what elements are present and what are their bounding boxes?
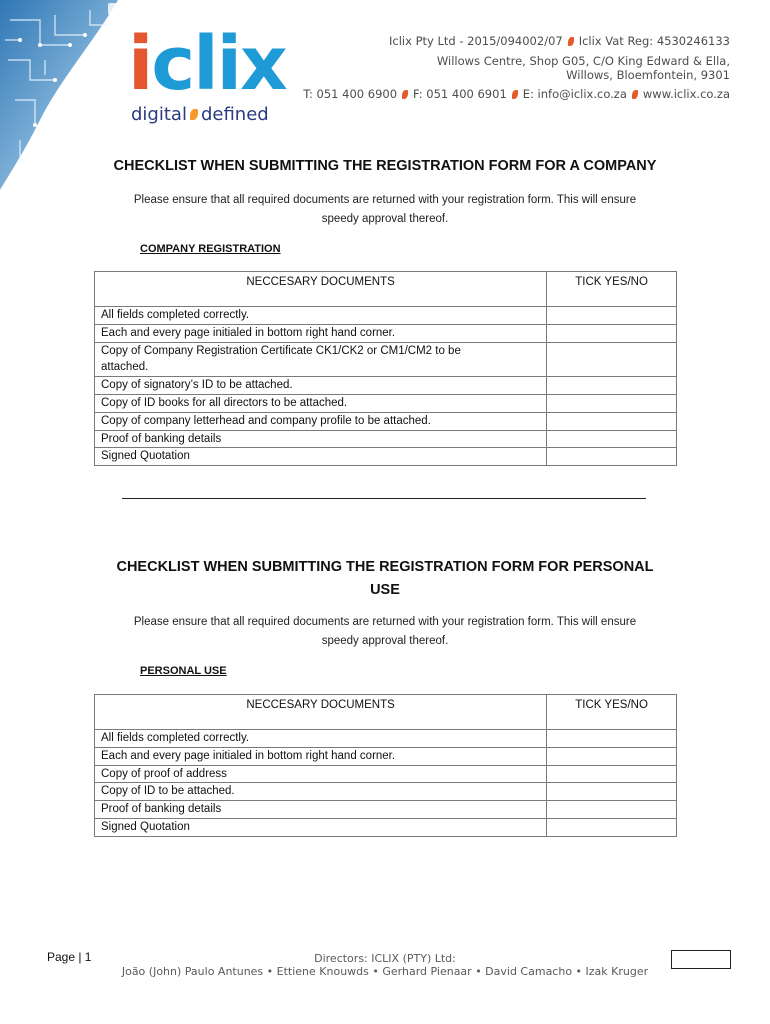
table-row: Proof of banking details [95,430,547,448]
flame-icon [632,90,638,99]
flame-icon [512,90,518,99]
logo-tagline: digital defined [131,104,269,125]
directors-title: Directors: ICLIX (PTY) Ltd: [314,952,456,965]
col-tick-header: TICK YES/NO [547,695,677,730]
table-row: Proof of banking details [95,801,547,819]
tick-cell[interactable] [547,730,677,748]
tick-cell[interactable] [547,818,677,836]
table-row: Copy of company letterhead and company profile to be attached. [95,412,547,430]
website-link[interactable]: www.iclix.co.za [642,87,730,101]
flame-icon [568,37,574,46]
directors-names: João (John) Paulo Antunes • Ettiene Knouwds • Gerhard Pienaar • David Camacho • Izak Kruger [121,965,649,978]
flame-icon [190,109,198,120]
contact-line: T: 051 400 6900 F: 051 400 6901 E: info@iclix.co.za www.iclix.co.za [303,87,730,101]
table-row: All fields completed correctly. [95,730,547,748]
personal-checklist-table [94,694,677,837]
company-registration-subheading: COMPANY REGISTRATION [140,243,281,255]
tick-cell[interactable] [547,377,677,395]
tick-cell[interactable] [547,448,677,466]
tick-cell[interactable] [547,801,677,819]
page-number: Page | 1 [47,950,92,964]
table-row: All fields completed correctly. [95,307,547,325]
iclix-logo: iclix [128,21,286,107]
tick-cell[interactable] [547,394,677,412]
table-row: Each and every page initialed in bottom right hand corner. [95,747,547,765]
company-registration-line: Iclix Pty Ltd - 2015/094002/07 Iclix Vat Reg: 4530246133 [389,34,730,48]
company-checklist-title: CHECKLIST WHEN SUBMITTING THE REGISTRATION FORM FOR A COMPANY [113,158,657,174]
table-row: Signed Quotation [95,818,547,836]
personal-intro: Please ensure that all required documents are returned with your registration form. This will ensure speedy approval thereof. [133,616,637,647]
tick-cell[interactable] [547,783,677,801]
company-intro: Please ensure that all required documents are returned with your registration form. This will ensure speedy approval thereof. [133,194,637,225]
section-divider [122,498,646,499]
col-documents-header: NECCESARY DOCUMENTS [95,272,547,307]
col-documents-header: NECCESARY DOCUMENTS [95,695,547,730]
tick-cell[interactable] [547,342,677,377]
table-row: Copy of proof of address [95,765,547,783]
table-row: Signed Quotation [95,448,547,466]
tick-cell[interactable] [547,747,677,765]
flame-icon [402,90,408,99]
tick-cell[interactable] [547,324,677,342]
table-row: Each and every page initialed in bottom right hand corner. [95,324,547,342]
tick-cell[interactable] [547,430,677,448]
table-row: Copy of ID to be attached. [95,783,547,801]
tick-cell[interactable] [547,412,677,430]
address-line-1: Willows Centre, Shop G05, C/O King Edward & Ella, [436,54,730,68]
initial-box[interactable] [671,950,731,969]
table-row: Copy of Company Registration Certificate CK1/CK2 or CM1/CM2 to be attached. [95,342,547,377]
table-row: Copy of ID books for all directors to be attached. [95,394,547,412]
address-line-2: Willows, Bloemfontein, 9301 [566,68,730,82]
company-checklist-table [94,271,677,466]
col-tick-header: TICK YES/NO [547,272,677,307]
tick-cell[interactable] [547,765,677,783]
tick-cell[interactable] [547,307,677,325]
personal-checklist-title: CHECKLIST WHEN SUBMITTING THE REGISTRATION FORM FOR PERSONAL USE [116,559,654,598]
table-row: Copy of signatory’s ID to be attached. [95,377,547,395]
personal-use-subheading: PERSONAL USE [140,665,227,677]
